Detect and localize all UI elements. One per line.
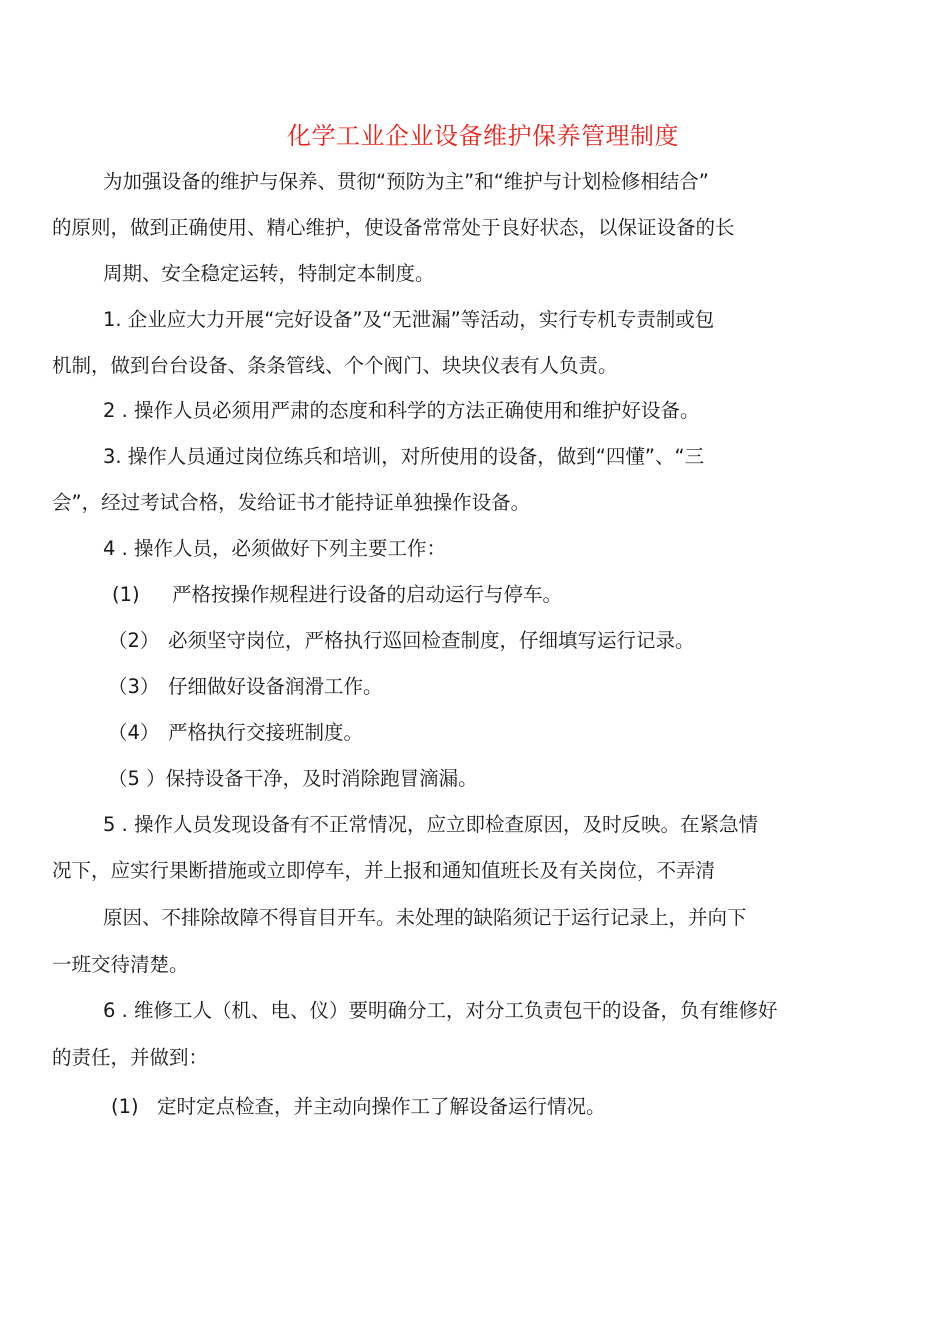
subitem-marker: (1): [111, 1095, 139, 1118]
item3-line-2: 会”，经过考试合格，发给证书才能持证单独操作设备。: [52, 491, 531, 514]
document-title: 化学工业企业设备维护保养管理制度: [287, 122, 679, 150]
item4-subitem: [108, 631, 695, 651]
item4-subitem: [108, 677, 383, 697]
item5-line-3: 原因、不排除故障不得盲目开车。未处理的缺陷须记于运行记录上，并向下: [103, 906, 747, 929]
subitem-marker: (1): [112, 583, 140, 606]
item2-line: 2 . 操作人员必须用严肃的态度和科学的方法正确使用和维护好设备。: [103, 399, 700, 422]
item5-line-2: 况下，应实行果断措施或立即停车，并上报和通知值班长及有关岗位，不弄清: [52, 859, 716, 882]
item5-line-1: 5 . 操作人员发现设备有不正常情况，应立即检查原因，及时反映。在紧急情: [103, 813, 759, 836]
item6-line-2: 的责任，并做到：: [52, 1046, 209, 1069]
intro-line-3: 周期、安全稳定运转，特制定本制度。: [103, 262, 435, 285]
subitem-marker: （2）: [108, 629, 160, 652]
subitem-text: 严格按操作规程进行设备的启动运行与停车。: [172, 583, 563, 606]
intro-line-2: 的原则，做到正确使用、精心维护，使设备常常处于良好状态，以保证设备的长: [52, 216, 735, 239]
item6-line-1: 6 . 维修工人（机、电、仪）要明确分工，对分工负责包干的设备，负有维修好: [103, 999, 778, 1022]
item4-subitem: [112, 585, 562, 605]
subitem-text: 定时定点检查，并主动向操作工了解设备运行情况。: [157, 1095, 606, 1118]
item4-heading: 4 . 操作人员，必须做好下列主要工作：: [103, 537, 447, 560]
subitem-marker: （4）: [108, 721, 160, 744]
item3-line-1: 3. 操作人员通过岗位练兵和培训，对所使用的设备，做到“四懂”、“三: [103, 445, 705, 468]
subitem-text: 保持设备干净，及时消除跑冒滴漏。: [165, 767, 478, 790]
subitem-text: 严格执行交接班制度。: [168, 721, 364, 744]
subitem-marker: （3）: [108, 675, 160, 698]
subitem-text: 仔细做好设备润滑工作。: [168, 675, 383, 698]
item5-line-4: 一班交待清楚。: [52, 953, 189, 976]
item4-subitem: [108, 723, 363, 743]
intro-line-1: 为加强设备的维护与保养、贯彻“预防为主”和“维护与计划检修相结合”: [103, 170, 709, 193]
subitem-marker: （5 ）: [108, 767, 166, 790]
item4-subitem: [108, 769, 478, 789]
item1-line-1: 1. 企业应大力开展“完好设备”及“无泄漏”等活动，实行专机专责制或包: [103, 308, 715, 331]
item1-line-2: 机制，做到台台设备、条条管线、个个阀门、块块仪表有人负责。: [52, 354, 618, 377]
subitem-text: 必须坚守岗位，严格执行巡回检查制度，仔细填写运行记录。: [168, 629, 695, 652]
item6-subitem: [111, 1097, 606, 1117]
